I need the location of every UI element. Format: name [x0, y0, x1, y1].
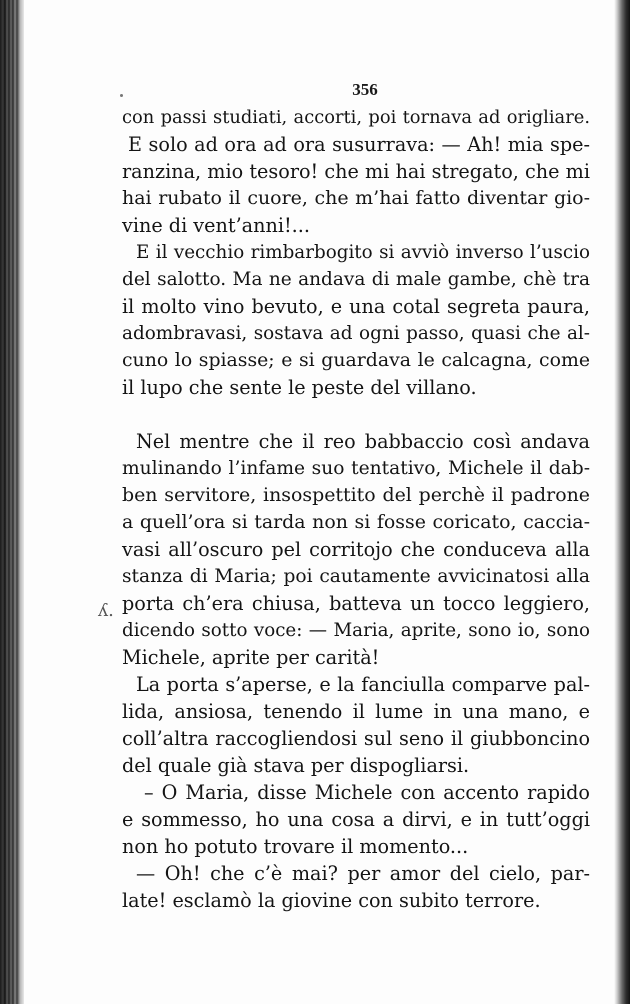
text-line: con passi studiati, accorti, poi tornava ad origliare.	[122, 107, 590, 128]
text-line: E il vecchio rimbarbogito si avviò inverso l’uscio	[136, 242, 590, 263]
text-line: — Oh! che c’è mai? per amor del cielo, par-	[136, 862, 590, 885]
text-line: il molto vino bevuto, e una cotal segreta paura,	[122, 295, 590, 318]
section-gap	[122, 401, 590, 428]
text-line: non ho potuto trovare il momento...	[122, 835, 469, 858]
paragraph	[122, 239, 590, 401]
paragraph	[122, 104, 590, 239]
text-line: coll’altra raccogliendosi sul seno il giubboncino	[122, 727, 590, 750]
text-line: del quale già stava per dispogliarsi.	[122, 754, 470, 777]
page-number: 356	[352, 80, 378, 99]
body-text	[122, 104, 590, 914]
text-line: adombravasi, sostava ad ogni passo, quasi che al-	[122, 323, 590, 344]
text-line: late! esclamò la giovine con subito terrore.	[122, 889, 541, 912]
text-line: La porta s’aperse, e la fanciulla comparve pal-	[136, 673, 590, 696]
text-line: mulinando l’infame suo tentativo, Michele il dab-	[122, 458, 590, 479]
paragraph	[122, 779, 590, 860]
paragraph	[122, 860, 590, 914]
text-line: dicendo sotto voce: — Maria, aprite, sono io, sono	[122, 620, 590, 641]
page-right-edge	[614, 0, 630, 1004]
margin-mark: ʎ.	[98, 600, 114, 621]
text-line: stanza di Maria; poi cautamente avvicinatosi alla	[122, 566, 590, 587]
text-line: – O Maria, disse Michele con accento rapido	[144, 781, 590, 804]
text-line: Nel mentre che il reo babbaccio così andava	[136, 430, 590, 453]
book-binding-edge	[0, 0, 24, 1004]
text-line: del salotto. Ma ne andava di male gambe, chè tra	[122, 269, 590, 290]
text-line: e sommesso, ho una cosa a dirvi, e in tutt’oggi	[122, 808, 590, 831]
text-line: ben servitore, insospettito del perchè il padrone	[122, 484, 590, 506]
text-line: ranzina, mio tesoro! che mi hai stregato, che mi	[122, 160, 590, 183]
paragraph	[122, 671, 590, 779]
text-line: porta ch’era chiusa, batteva un tocco leggiero,	[122, 592, 590, 615]
text-line: lida, ansiosa, tenendo il lume in una mano, e	[122, 700, 590, 723]
text-line: cuno lo spiasse; e si guardava le calcagna, come	[122, 349, 590, 371]
text-line: hai rubato il cuore, che m’hai fatto diventar gio-	[122, 187, 590, 209]
paragraph	[122, 428, 590, 671]
text-line: vine di vent’anni!...	[122, 214, 310, 237]
text-line: a quell’ora si tarda non si fosse coricato, caccia-	[122, 511, 590, 533]
ink-speck	[120, 94, 123, 97]
text-line: vasi all’oscuro pel corritojo che conduceva alla	[122, 538, 590, 561]
text-line: Michele, aprite per carità!	[122, 646, 380, 669]
text-line: il lupo che sente le peste del villano.	[122, 376, 477, 399]
text-line: E solo ad ora ad ora susurrava: — Ah! mia spe-	[128, 133, 590, 156]
